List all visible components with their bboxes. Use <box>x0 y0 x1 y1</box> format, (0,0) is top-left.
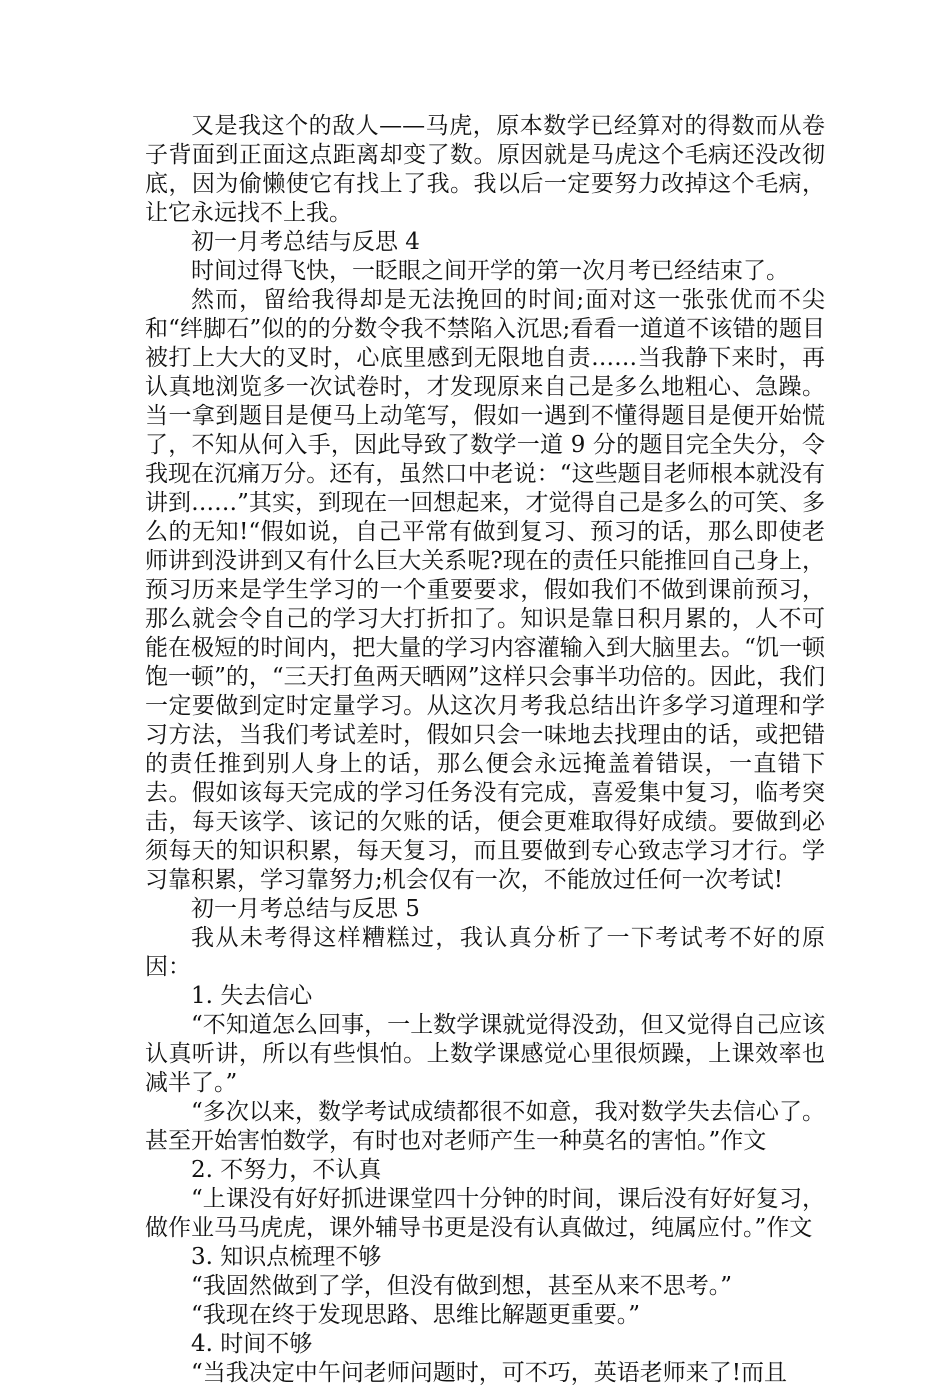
list-item-1: 1. 失去信心 <box>191 983 313 1009</box>
paragraph-2: 时间过得飞快，一眨眼之间开学的第一次月考已经结束了。 <box>191 258 789 284</box>
quote-paragraph-6: “当我决定中午问老师问题时，可不巧，英语老师来了!而且 <box>191 1360 788 1386</box>
list-item-3: 3. 知识点梳理不够 <box>191 1244 382 1270</box>
quote-paragraph-4: “我固然做到了学，但没有做到想，甚至从来不思考。” <box>191 1273 733 1299</box>
quote-paragraph-2: “多次以来，数学考试成绩都很不如意，我对数学失去信心了。甚至开始害怕数学，有时也对老师产生一种莫名的害怕。”作文 <box>145 1099 825 1154</box>
list-item-2: 2. 不努力，不认真 <box>191 1157 382 1183</box>
quote-paragraph-5: “我现在终于发现思路、思维比解题更重要。” <box>191 1302 641 1328</box>
quote-paragraph-3: “上课没有好好抓进课堂四十分钟的时间，课后没有好好复习，做作业马马虎虎，课外辅导书更是没有认真做过，纯属应付。”作文 <box>145 1186 825 1241</box>
quote-paragraph-1: “不知道怎么回事，一上数学课就觉得没劲，但又觉得自己应该认真听讲，所以有些惧怕。上数学课感觉心里很烦躁，上课效率也减半了。” <box>145 1012 825 1096</box>
paragraph-3: 然而，留给我得却是无法挽回的时间;面对这一张张优而不尖和“绊脚石”似的的分数令我不禁陷入沉思;看看一道道不该错的题目被打上大大的叉时，心底里感到无限地自责……当我静下来时，再认真地浏览多一次试卷时，才发现原来自己是多么地粗心、急躁。当一拿到题目是便马上动笔写，假如一遇到不懂得题目是便开始慌了，不知从何入手，因此导致了数学一道 9 分的题目完全失分，令我现在沉痛万分。还有，虽然口中老说：“这些题目老师根本就没有讲到……”其实，到现在一回想起来，才觉得自己是多么的可笑、多么的无知!“假如说，自己平常有做到复习、预习的话，那么即使老师讲到没讲到又有什么巨大关系呢?现在的责任只能推回自己身上，预习历来是学生学习的一个重要要求，假如我们不做到课前预习，那么就会令自己的学习大打折扣了。知识是靠日积月累的，人不可能在极短的时间内，把大量的学习内容灌输入到大脑里去。“饥一顿饱一顿”的，“三天打鱼两天晒网”这样只会事半功倍的。因此，我们一定要做到定时定量学习。从这次月考我总结出许多学习道理和学习方法，当我们考试差时，假如只会一味地去找理由的话，或把错的责任推到别人身上的话，那么便会永远掩盖着错误，一直错下去。假如该每天完成的学习任务没有完成，喜爱集中复习，临考突击，每天该学、该记的欠账的话，便会更难取得好成绩。要做到必须每天的知识积累，每天复习，而且要做到专心致志学习才行。学习靠积累，学习靠努力;机会仅有一次，不能放过任何一次考试! <box>145 287 825 893</box>
paragraph-4: 我从未考得这样糟糕过，我认真分析了一下考试考不好的原因： <box>145 925 825 980</box>
section-heading-4: 初一月考总结与反思 4 <box>191 229 420 255</box>
section-heading-5: 初一月考总结与反思 5 <box>191 896 420 922</box>
document-page <box>145 112 825 1388</box>
paragraph-1: 又是我这个的敌人——马虎，原本数学已经算对的得数而从卷子背面到正面这点距离却变了数。原因就是马虎这个毛病还没改彻底，因为偷懒使它有找上了我。我以后一定要努力改掉这个毛病，让它永远找不上我。 <box>145 113 825 226</box>
list-item-4: 4. 时间不够 <box>191 1331 313 1357</box>
